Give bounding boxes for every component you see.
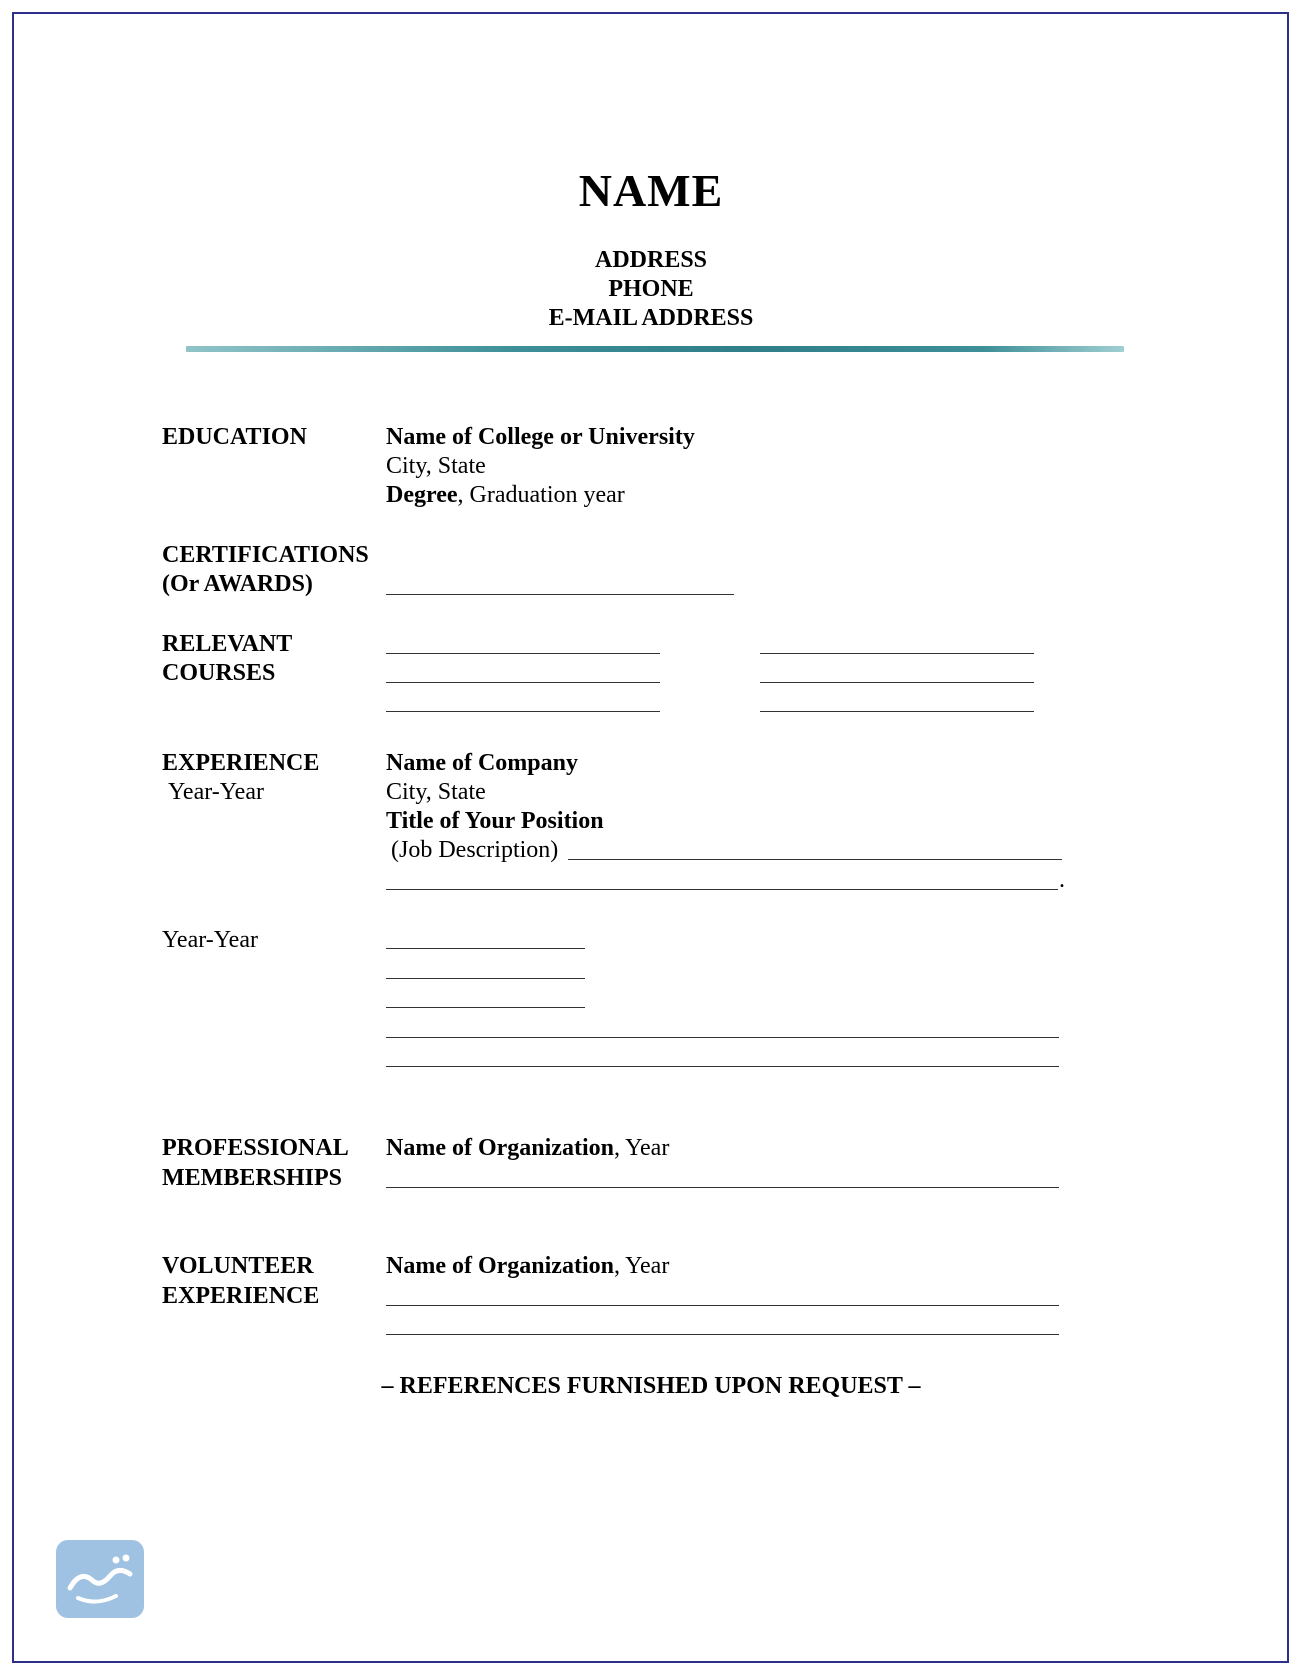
position-title: Title of Your Position <box>386 808 604 834</box>
graduation-year: , Graduation year <box>457 482 625 508</box>
email: E-MAIL ADDRESS <box>548 305 754 331</box>
experience-blank <box>386 948 585 949</box>
volunteer-label-line2: EXPERIENCE <box>162 1283 320 1309</box>
degree-label: Degree <box>386 482 458 508</box>
header-divider <box>186 346 1124 352</box>
membership-year: , Year <box>613 1135 670 1161</box>
experience-blank <box>386 978 585 979</box>
membership-org-name: Name of Organization <box>386 1135 614 1161</box>
job-description-blank <box>386 889 1058 890</box>
awards-label: (Or AWARDS) <box>162 571 313 597</box>
memberships-label-line1: PROFESSIONAL <box>162 1135 349 1161</box>
experience-blank <box>386 1007 585 1008</box>
volunteer-organization <box>386 1254 669 1278</box>
company-location: City, State <box>386 779 486 805</box>
phone: PHONE <box>608 276 694 302</box>
certifications-label: CERTIFICATIONS <box>162 542 369 568</box>
company-name: Name of Company <box>386 750 578 776</box>
watermark-logo-mark <box>56 1540 144 1618</box>
watermark-logo <box>56 1540 144 1618</box>
volunteer-label-line1: VOLUNTEER <box>162 1253 314 1279</box>
education-location: City, State <box>386 453 486 479</box>
membership-blank <box>386 1187 1059 1188</box>
experience-years-2: Year-Year <box>162 927 258 953</box>
job-description-period: . <box>1059 867 1065 893</box>
memberships-label-line2: MEMBERSHIPS <box>162 1165 343 1191</box>
course-blank <box>760 711 1034 712</box>
courses-label-line1: RELEVANT <box>162 631 293 657</box>
education-school: Name of College or University <box>386 424 695 450</box>
job-description-blank <box>568 859 1062 860</box>
job-description-label: (Job Description) <box>391 837 559 863</box>
experience-blank <box>386 1066 1059 1067</box>
address: ADDRESS <box>594 247 708 273</box>
resume-name: NAME <box>578 165 724 216</box>
education-label: EDUCATION <box>162 424 307 450</box>
course-blank <box>386 682 660 683</box>
course-blank <box>386 711 660 712</box>
course-blank <box>760 653 1034 654</box>
volunteer-blank <box>386 1334 1059 1335</box>
certifications-blank <box>386 594 734 595</box>
course-blank <box>760 682 1034 683</box>
education-degree <box>386 483 625 507</box>
volunteer-blank <box>386 1305 1059 1306</box>
experience-blank <box>386 1037 1059 1038</box>
references-note: – REFERENCES FURNISHED UPON REQUEST – <box>381 1373 921 1399</box>
experience-label: EXPERIENCE <box>162 750 320 776</box>
volunteer-org-name: Name of Organization <box>386 1253 614 1279</box>
membership-organization <box>386 1136 669 1160</box>
course-blank <box>386 653 660 654</box>
courses-label-line2: COURSES <box>162 660 276 686</box>
volunteer-year: , Year <box>613 1253 670 1279</box>
experience-years-1: Year-Year <box>168 779 264 805</box>
